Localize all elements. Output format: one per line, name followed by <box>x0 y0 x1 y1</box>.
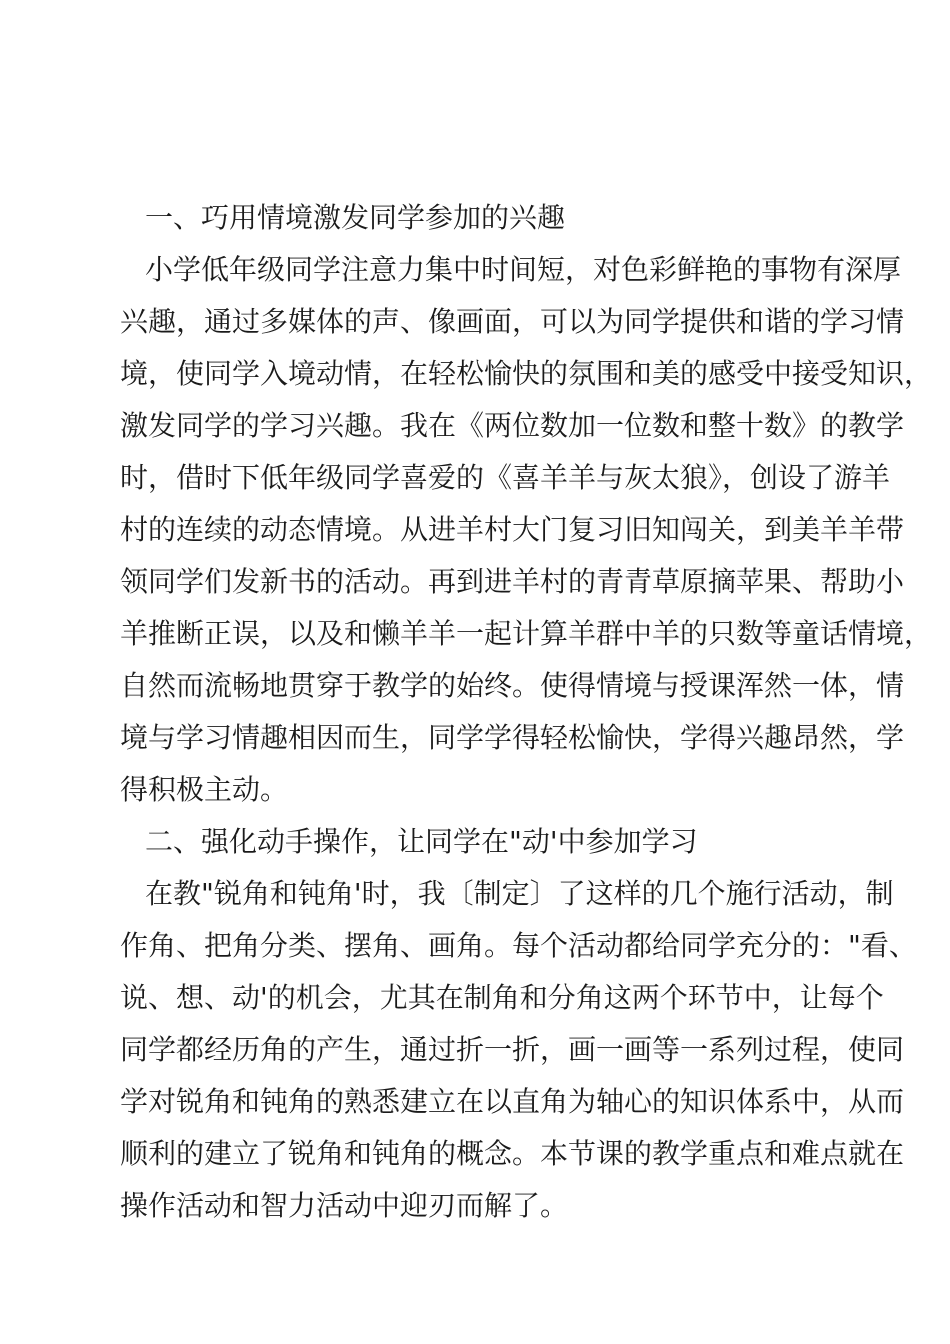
paragraph-line: 村的连续的动态情境。从进羊村大门复习旧知闯关，到美羊羊带 <box>120 513 905 546</box>
paragraph-line: 操作活动和智力活动中迎刃而解了。 <box>120 1189 569 1222</box>
paragraph-line: 时，借时下低年级同学喜爱的《喜羊羊与灰太狼》，创设了游羊 <box>120 461 891 494</box>
paragraph-line: 兴趣，通过多媒体的声、像画面，可以为同学提供和谐的学习情 <box>120 305 905 338</box>
paragraph-line: 得积极主动。 <box>120 773 289 806</box>
paragraph-line: 自然而流畅地贯穿于教学的始终。使得情境与授课浑然一体，情 <box>120 669 905 702</box>
paragraph-line: 在教"锐角和钝角'时，我〔制定〕了这样的几个施行活动，制 <box>145 877 894 910</box>
paragraph-line: 激发同学的学习兴趣。我在《两位数加一位数和整十数》的教学 <box>120 409 905 442</box>
paragraph-line: 小学低年级同学注意力集中时间短，对色彩鲜艳的事物有深厚 <box>145 253 902 286</box>
section-1-heading: 一、巧用情境激发同学参加的兴趣 <box>145 201 566 234</box>
paragraph-line: 说、想、动'的机会，尤其在制角和分角这两个环节中，让每个 <box>120 981 884 1014</box>
paragraph-line: 学对锐角和钝角的熟悉建立在以直角为轴心的知识体系中，从而 <box>120 1085 905 1118</box>
paragraph-line: 羊推断正误，以及和懒羊羊一起计算羊群中羊的只数等童话情境， <box>120 617 933 650</box>
paragraph-line: 境与学习情趣相因而生，同学学得轻松愉快，学得兴趣昂然，学 <box>120 721 905 754</box>
paragraph-line: 作角、把角分类、摆角、画角。每个活动都给同学充分的："看、 <box>120 929 917 962</box>
paragraph-line: 领同学们发新书的活动。再到进羊村的青青草原摘苹果、帮助小 <box>120 565 905 598</box>
paragraph-line: 同学都经历角的产生，通过折一折，画一画等一系列过程，使同 <box>120 1033 905 1066</box>
paragraph-line: 顺利的建立了锐角和钝角的概念。本节课的教学重点和难点就在 <box>120 1137 905 1170</box>
section-2-heading: 二、强化动手操作，让同学在"动'中参加学习 <box>145 825 698 858</box>
paragraph-line: 境，使同学入境动情，在轻松愉快的氛围和美的感受中接受知识， <box>120 357 933 390</box>
